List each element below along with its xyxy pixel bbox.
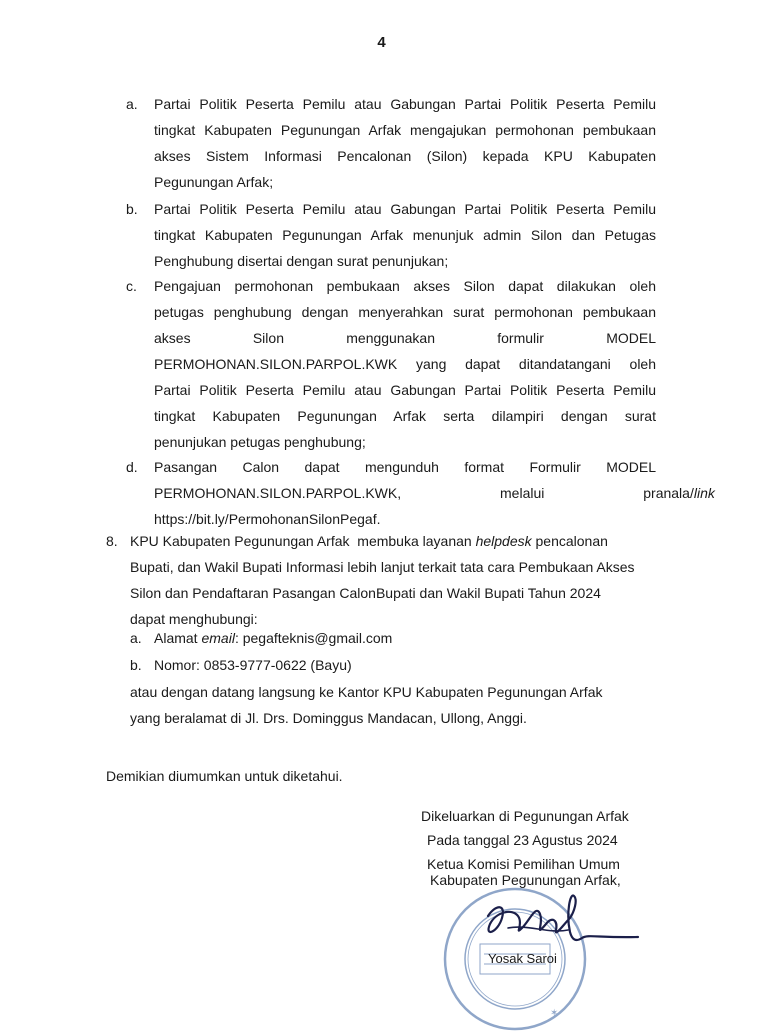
issue-date: Pada tanggal 23 Agustus 2024 — [427, 832, 618, 848]
list-number-8: 8. — [106, 533, 118, 549]
contact-label-b: b. — [130, 657, 142, 673]
email-address[interactable]: : pegafteknis@gmail.com — [234, 630, 393, 646]
list-label-a: a. — [126, 96, 138, 112]
list-label-d: d. — [126, 459, 138, 475]
position-line-1: Ketua Komisi Pemilihan Umum — [427, 856, 620, 872]
position-line-2: Kabupaten Pegunungan Arfak, — [430, 872, 621, 888]
contact-label-a: a. — [130, 630, 142, 646]
list-label-b: b. — [126, 201, 138, 217]
page-number: 4 — [377, 34, 386, 51]
closing-statement: Demikian diumumkan untuk diketahui. — [106, 768, 343, 784]
office-line-1: atau dengan datang langsung ke Kantor KPU Kabupaten Pegunungan Arfak — [130, 684, 603, 700]
handwritten-signature — [478, 894, 648, 954]
office-line-2: yang beralamat di Jl. Drs. Dominggus Mandacan, Ullong, Anggi. — [130, 710, 527, 726]
link-word: link — [693, 485, 715, 501]
contact-email: Alamat email: pegafteknis@gmail.com — [154, 630, 393, 646]
signatory-name: Yosak Saroi — [488, 951, 557, 966]
issued-at: Dikeluarkan di Pegunungan Arfak — [421, 808, 629, 824]
list-label-c: c. — [126, 278, 137, 294]
svg-text:✶: ✶ — [550, 1008, 559, 1019]
download-link[interactable]: https://bit.ly/PermohonanSilonPegaf. — [154, 511, 381, 527]
contact-phone: Nomor: 0853-9777-0622 (Bayu) — [154, 657, 352, 673]
form-name: PERMOHONAN.SILON.PARPOL.KWK, melalui pranala/ — [154, 485, 694, 501]
